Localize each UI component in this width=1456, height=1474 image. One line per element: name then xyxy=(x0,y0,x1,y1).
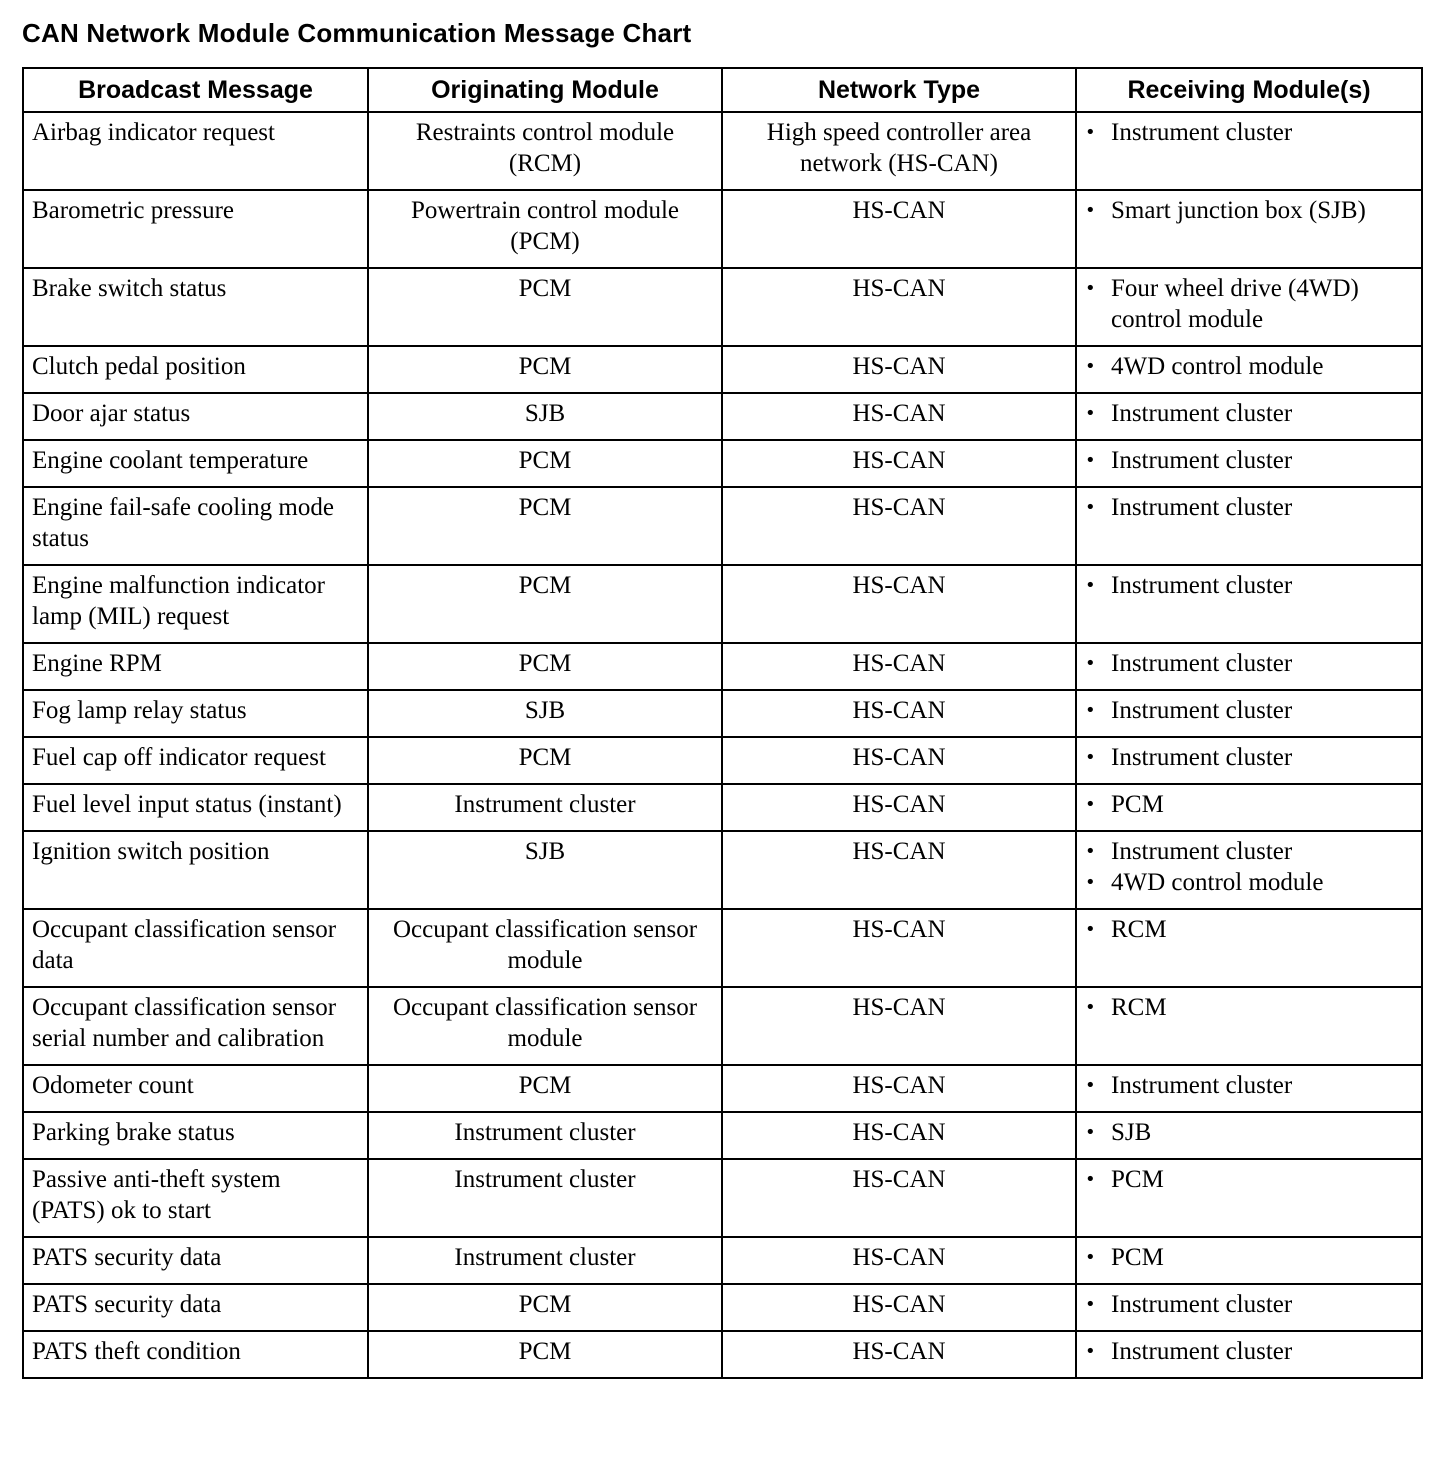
broadcast-message-cell: Clutch pedal position xyxy=(23,346,368,393)
broadcast-message-cell: PATS security data xyxy=(23,1237,368,1284)
network-type-cell: HS-CAN xyxy=(722,737,1076,784)
receiving-modules-cell xyxy=(1076,1159,1422,1237)
list-item xyxy=(1085,1164,1413,1195)
receiving-modules-cell xyxy=(1076,987,1422,1065)
receiving-modules-list xyxy=(1085,1289,1413,1320)
table-row xyxy=(23,1159,1422,1237)
originating-module-cell: PCM xyxy=(368,440,722,487)
receiving-modules-list xyxy=(1085,1242,1413,1273)
table-body xyxy=(23,112,1422,1378)
originating-module-cell: Powertrain control module (PCM) xyxy=(368,190,722,268)
broadcast-message-cell: Engine malfunction indicator lamp (MIL) request xyxy=(23,565,368,643)
network-type-cell: HS-CAN xyxy=(722,987,1076,1065)
receiving-module-label: Instrument cluster xyxy=(1111,1291,1293,1318)
list-item xyxy=(1085,789,1413,820)
table-row xyxy=(23,346,1422,393)
network-type-cell: HS-CAN xyxy=(722,909,1076,987)
broadcast-message-cell: Barometric pressure xyxy=(23,190,368,268)
table-row xyxy=(23,268,1422,346)
receiving-modules-cell xyxy=(1076,268,1422,346)
receiving-modules-cell xyxy=(1076,1112,1422,1159)
originating-module-cell: PCM xyxy=(368,268,722,346)
bullet-icon: • xyxy=(1085,450,1096,471)
bullet-icon: • xyxy=(1085,200,1096,221)
originating-module-cell: PCM xyxy=(368,1065,722,1112)
bullet-icon: • xyxy=(1085,700,1096,721)
bullet-icon: • xyxy=(1085,872,1096,893)
network-type-cell: HS-CAN xyxy=(722,1112,1076,1159)
broadcast-message-cell: Parking brake status xyxy=(23,1112,368,1159)
originating-module-cell: SJB xyxy=(368,393,722,440)
broadcast-message-cell: Odometer count xyxy=(23,1065,368,1112)
receiving-modules-list xyxy=(1085,398,1413,429)
list-item xyxy=(1085,992,1413,1023)
table-row xyxy=(23,1065,1422,1112)
broadcast-message-cell: Door ajar status xyxy=(23,393,368,440)
broadcast-message-cell: Brake switch status xyxy=(23,268,368,346)
list-item xyxy=(1085,445,1413,476)
header-receiving-modules: Receiving Module(s) xyxy=(1076,68,1422,112)
table-row xyxy=(23,987,1422,1065)
receiving-module-label: RCM xyxy=(1111,994,1167,1021)
network-type-cell: HS-CAN xyxy=(722,190,1076,268)
receiving-module-label: SJB xyxy=(1111,1119,1152,1146)
list-item xyxy=(1085,273,1413,335)
receiving-modules-cell xyxy=(1076,1065,1422,1112)
table-row xyxy=(23,1112,1422,1159)
list-item xyxy=(1085,1117,1413,1148)
broadcast-message-cell: Occupant classification sensor data xyxy=(23,909,368,987)
list-item xyxy=(1085,117,1413,148)
network-type-cell: HS-CAN xyxy=(722,1284,1076,1331)
receiving-module-label: Instrument cluster xyxy=(1111,119,1293,146)
page-title: CAN Network Module Communication Message Chart xyxy=(22,18,692,48)
broadcast-message-cell: Fuel level input status (instant) xyxy=(23,784,368,831)
receiving-module-label: Instrument cluster xyxy=(1111,494,1293,521)
receiving-module-label: PCM xyxy=(1111,1244,1164,1271)
bullet-icon: • xyxy=(1085,1247,1096,1268)
bullet-icon: • xyxy=(1085,997,1096,1018)
originating-module-cell: Instrument cluster xyxy=(368,1112,722,1159)
receiving-module-label: Instrument cluster xyxy=(1111,572,1293,599)
receiving-module-label: PCM xyxy=(1111,791,1164,818)
list-item xyxy=(1085,1336,1413,1367)
table-row xyxy=(23,1237,1422,1284)
broadcast-message-cell: Airbag indicator request xyxy=(23,112,368,190)
receiving-modules-cell xyxy=(1076,737,1422,784)
receiving-modules-cell xyxy=(1076,346,1422,393)
list-item xyxy=(1085,914,1413,945)
broadcast-message-cell: Fog lamp relay status xyxy=(23,690,368,737)
table-row xyxy=(23,393,1422,440)
receiving-module-label: Smart junction box (SJB) xyxy=(1111,197,1366,224)
receiving-modules-list xyxy=(1085,1070,1413,1101)
list-item xyxy=(1085,492,1413,523)
receiving-module-label: Instrument cluster xyxy=(1111,697,1293,724)
list-item xyxy=(1085,742,1413,773)
list-item xyxy=(1085,648,1413,679)
bullet-icon: • xyxy=(1085,575,1096,596)
receiving-modules-list xyxy=(1085,836,1413,898)
network-type-cell: High speed controller area network (HS-CAN) xyxy=(722,112,1076,190)
table-row xyxy=(23,831,1422,909)
network-type-cell: HS-CAN xyxy=(722,440,1076,487)
network-type-cell: HS-CAN xyxy=(722,487,1076,565)
originating-module-cell: Occupant classification sensor module xyxy=(368,909,722,987)
bullet-icon: • xyxy=(1085,1341,1096,1362)
receiving-modules-cell xyxy=(1076,690,1422,737)
network-type-cell: HS-CAN xyxy=(722,1237,1076,1284)
network-type-cell: HS-CAN xyxy=(722,346,1076,393)
bullet-icon: • xyxy=(1085,919,1096,940)
originating-module-cell: SJB xyxy=(368,831,722,909)
receiving-module-label: Instrument cluster xyxy=(1111,838,1293,865)
receiving-modules-cell xyxy=(1076,1284,1422,1331)
receiving-modules-cell xyxy=(1076,440,1422,487)
receiving-modules-cell xyxy=(1076,190,1422,268)
broadcast-message-cell: Fuel cap off indicator request xyxy=(23,737,368,784)
receiving-modules-cell xyxy=(1076,1237,1422,1284)
receiving-modules-list xyxy=(1085,1164,1413,1195)
receiving-module-label: 4WD control module xyxy=(1111,869,1324,896)
bullet-icon: • xyxy=(1085,841,1096,862)
table-row xyxy=(23,112,1422,190)
originating-module-cell: Instrument cluster xyxy=(368,784,722,831)
bullet-icon: • xyxy=(1085,1294,1096,1315)
originating-module-cell: PCM xyxy=(368,1284,722,1331)
table-row xyxy=(23,1331,1422,1378)
receiving-modules-list xyxy=(1085,695,1413,726)
bullet-icon: • xyxy=(1085,122,1096,143)
originating-module-cell: PCM xyxy=(368,643,722,690)
receiving-modules-list xyxy=(1085,1336,1413,1367)
table-row xyxy=(23,784,1422,831)
originating-module-cell: PCM xyxy=(368,737,722,784)
list-item xyxy=(1085,570,1413,601)
broadcast-message-cell: PATS security data xyxy=(23,1284,368,1331)
list-item xyxy=(1085,1242,1413,1273)
receiving-modules-list xyxy=(1085,117,1413,148)
receiving-module-label: Instrument cluster xyxy=(1111,400,1293,427)
table-row xyxy=(23,737,1422,784)
broadcast-message-cell: Engine fail-safe cooling mode status xyxy=(23,487,368,565)
broadcast-message-cell: Occupant classification sensor serial number and calibration xyxy=(23,987,368,1065)
list-item xyxy=(1085,1070,1413,1101)
bullet-icon: • xyxy=(1085,653,1096,674)
table-row xyxy=(23,190,1422,268)
list-item xyxy=(1085,351,1413,382)
receiving-modules-list xyxy=(1085,570,1413,601)
network-type-cell: HS-CAN xyxy=(722,268,1076,346)
bullet-icon: • xyxy=(1085,356,1096,377)
table-row xyxy=(23,1284,1422,1331)
receiving-modules-list xyxy=(1085,195,1413,226)
receiving-modules-cell xyxy=(1076,909,1422,987)
receiving-modules-list xyxy=(1085,273,1413,335)
list-item xyxy=(1085,836,1413,867)
receiving-modules-list xyxy=(1085,1117,1413,1148)
table-row xyxy=(23,909,1422,987)
list-item xyxy=(1085,867,1413,898)
table-row xyxy=(23,487,1422,565)
originating-module-cell: Occupant classification sensor module xyxy=(368,987,722,1065)
header-originating-module: Originating Module xyxy=(368,68,722,112)
receiving-modules-cell xyxy=(1076,487,1422,565)
network-type-cell: HS-CAN xyxy=(722,393,1076,440)
receiving-module-label: Instrument cluster xyxy=(1111,1072,1293,1099)
list-item xyxy=(1085,695,1413,726)
receiving-modules-cell xyxy=(1076,112,1422,190)
network-type-cell: HS-CAN xyxy=(722,643,1076,690)
receiving-module-label: 4WD control module xyxy=(1111,353,1324,380)
originating-module-cell: PCM xyxy=(368,565,722,643)
broadcast-message-cell: Engine RPM xyxy=(23,643,368,690)
broadcast-message-cell: Passive anti-theft system (PATS) ok to start xyxy=(23,1159,368,1237)
bullet-icon: • xyxy=(1085,747,1096,768)
list-item xyxy=(1085,398,1413,429)
bullet-icon: • xyxy=(1085,278,1096,299)
message-chart-table xyxy=(22,67,1423,1379)
originating-module-cell: SJB xyxy=(368,690,722,737)
receiving-modules-list xyxy=(1085,789,1413,820)
network-type-cell: HS-CAN xyxy=(722,1159,1076,1237)
receiving-module-label: Instrument cluster xyxy=(1111,447,1293,474)
receiving-modules-list xyxy=(1085,992,1413,1023)
originating-module-cell: PCM xyxy=(368,487,722,565)
receiving-module-label: RCM xyxy=(1111,916,1167,943)
broadcast-message-cell: Ignition switch position xyxy=(23,831,368,909)
originating-module-cell: Instrument cluster xyxy=(368,1159,722,1237)
receiving-modules-cell xyxy=(1076,784,1422,831)
receiving-module-label: Four wheel drive (4WD) control module xyxy=(1111,275,1359,333)
receiving-modules-cell xyxy=(1076,831,1422,909)
network-type-cell: HS-CAN xyxy=(722,565,1076,643)
receiving-modules-cell xyxy=(1076,1331,1422,1378)
header-broadcast-message: Broadcast Message xyxy=(23,68,368,112)
receiving-module-label: Instrument cluster xyxy=(1111,650,1293,677)
receiving-modules-list xyxy=(1085,445,1413,476)
network-type-cell: HS-CAN xyxy=(722,784,1076,831)
receiving-module-label: PCM xyxy=(1111,1166,1164,1193)
table-row xyxy=(23,440,1422,487)
broadcast-message-cell: Engine coolant temperature xyxy=(23,440,368,487)
receiving-modules-list xyxy=(1085,648,1413,679)
receiving-modules-list xyxy=(1085,914,1413,945)
receiving-module-label: Instrument cluster xyxy=(1111,1338,1293,1365)
network-type-cell: HS-CAN xyxy=(722,690,1076,737)
receiving-modules-list xyxy=(1085,492,1413,523)
originating-module-cell: PCM xyxy=(368,1331,722,1378)
bullet-icon: • xyxy=(1085,1122,1096,1143)
table-header-row xyxy=(23,68,1422,112)
originating-module-cell: PCM xyxy=(368,346,722,393)
table-row xyxy=(23,565,1422,643)
network-type-cell: HS-CAN xyxy=(722,1331,1076,1378)
network-type-cell: HS-CAN xyxy=(722,1065,1076,1112)
originating-module-cell: Instrument cluster xyxy=(368,1237,722,1284)
bullet-icon: • xyxy=(1085,1075,1096,1096)
table-row xyxy=(23,643,1422,690)
originating-module-cell: Restraints control module (RCM) xyxy=(368,112,722,190)
network-type-cell: HS-CAN xyxy=(722,831,1076,909)
receiving-modules-list xyxy=(1085,742,1413,773)
bullet-icon: • xyxy=(1085,497,1096,518)
bullet-icon: • xyxy=(1085,403,1096,424)
broadcast-message-cell: PATS theft condition xyxy=(23,1331,368,1378)
receiving-modules-cell xyxy=(1076,643,1422,690)
receiving-modules-list xyxy=(1085,351,1413,382)
table-row xyxy=(23,690,1422,737)
receiving-modules-cell xyxy=(1076,565,1422,643)
bullet-icon: • xyxy=(1085,1169,1096,1190)
receiving-modules-cell xyxy=(1076,393,1422,440)
list-item xyxy=(1085,195,1413,226)
receiving-module-label: Instrument cluster xyxy=(1111,744,1293,771)
header-network-type: Network Type xyxy=(722,68,1076,112)
bullet-icon: • xyxy=(1085,794,1096,815)
list-item xyxy=(1085,1289,1413,1320)
